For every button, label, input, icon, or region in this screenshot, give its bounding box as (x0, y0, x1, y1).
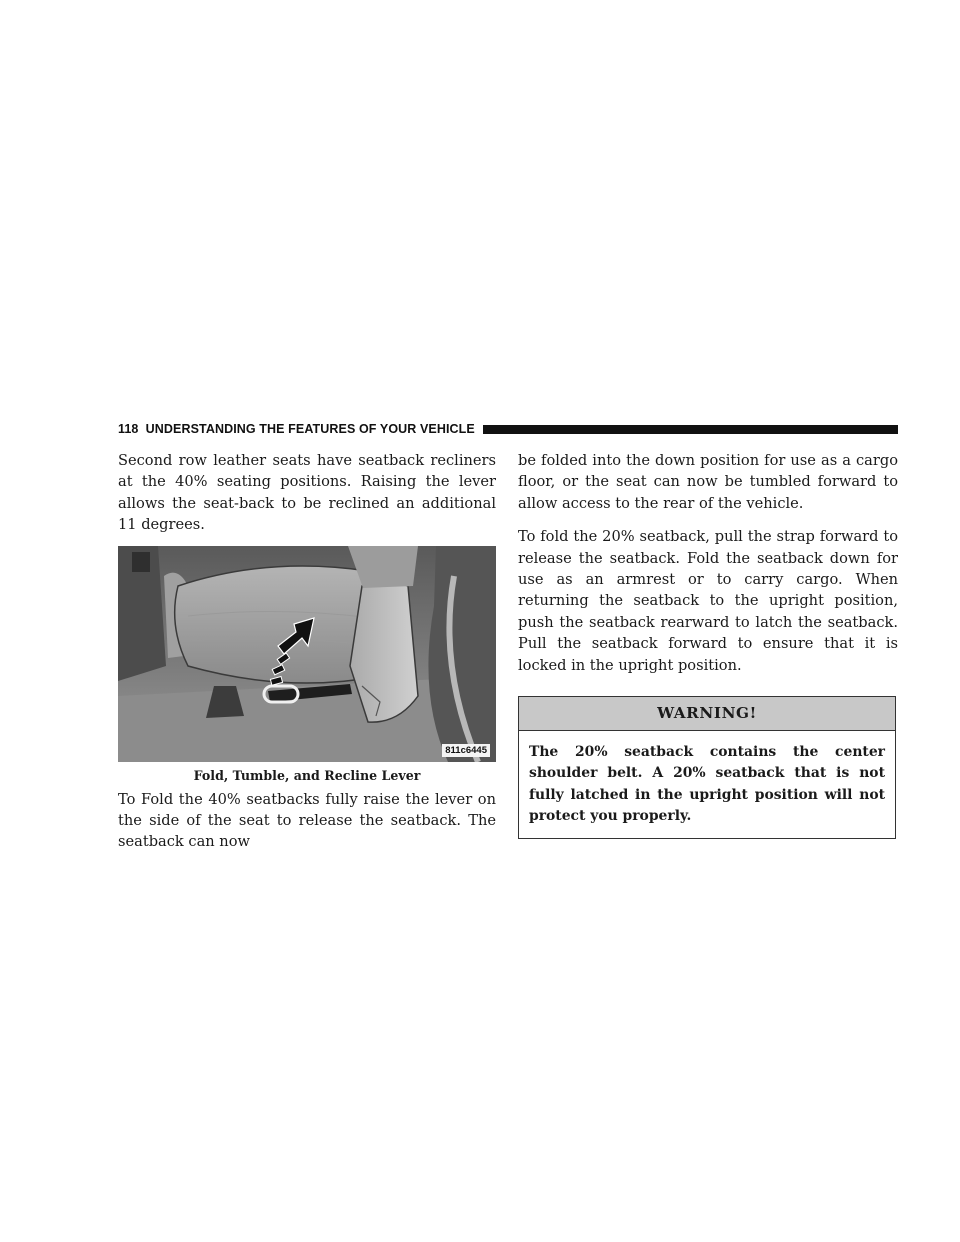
page-header-text (118, 422, 475, 436)
left-column (118, 450, 496, 853)
right-column (518, 450, 898, 839)
intro-paragraph: Second row leather seats have seatback recliners at the 40% seating positions. Raising the lever allows the seat-back to be reclined an additional 11 degrees. (118, 452, 496, 534)
fold-20-paragraph: To fold the 20% seatback, pull the strap forward to release the seatback. Fold the seatback down for use as an armrest or to carry cargo. When returning the seatback to the upright position, push the seatback rearward to latch the seatback. Pull the seatback forward to ensure that it is locked in the upright position. (518, 528, 898, 674)
header-rule (483, 425, 898, 434)
page-number: 118 (118, 422, 139, 436)
seat-lever-figure (118, 546, 496, 762)
page-header (118, 421, 898, 437)
continued-paragraph: be folded into the down position for use as a cargo floor, or the seat can now be tumbled forward to allow access to the rear of the vehicle. (518, 452, 898, 512)
figure-caption: Fold, Tumble, and Recline Lever (193, 767, 421, 783)
warning-box (518, 696, 896, 839)
seat-illustration (118, 546, 496, 762)
section-title: UNDERSTANDING THE FEATURES OF YOUR VEHICLE (145, 422, 475, 436)
warning-text: The 20% seatback contains the center shoulder belt. A 20% seatback that is not fully latched in the upright position will not protect you properly. (529, 744, 885, 825)
warning-title: WARNING! (519, 697, 895, 731)
figure-code: 811c6445 (442, 744, 490, 757)
fold-40-paragraph: To Fold the 40% seatbacks fully raise the lever on the side of the seat to release the seatback. The seatback can now (118, 790, 496, 851)
